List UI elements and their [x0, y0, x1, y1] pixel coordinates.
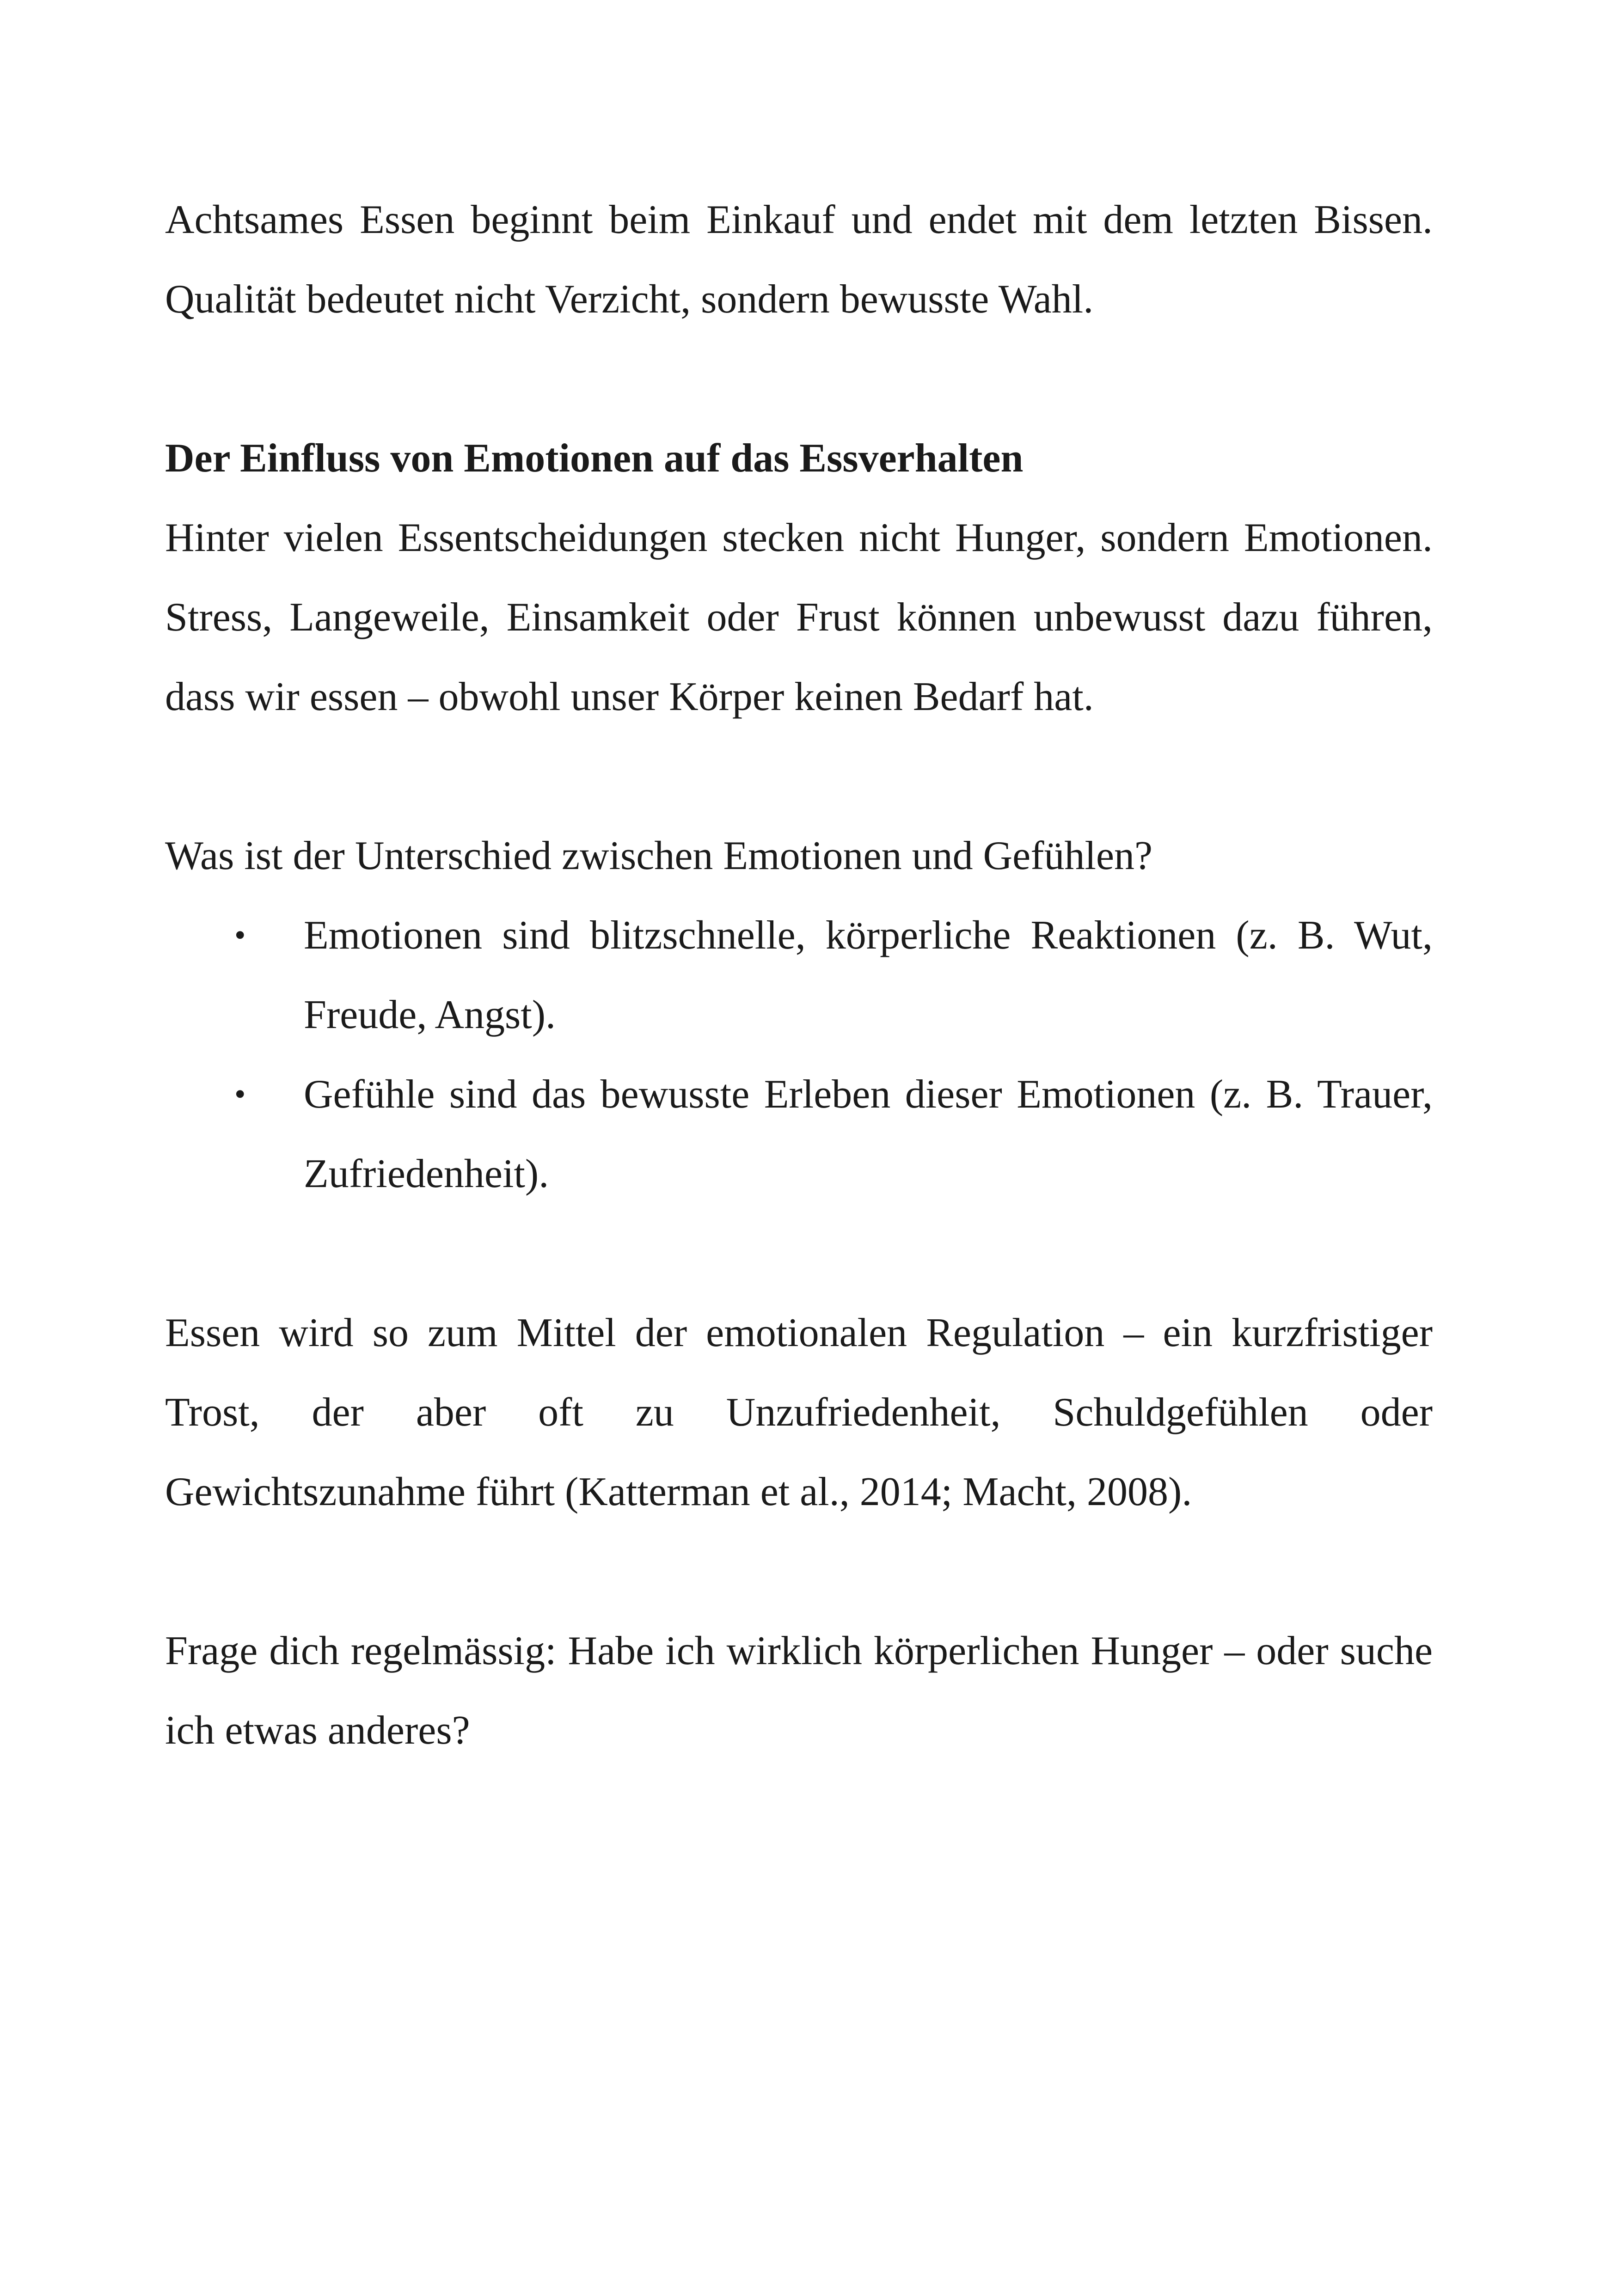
- bullet-text: Emotionen sind blitzschnelle, körperliche Reaktionen (z. B. Wut, Freude, Angst).: [304, 913, 1433, 1037]
- bullet-list: [165, 896, 1433, 1214]
- document-page: [165, 180, 1433, 1770]
- bullet-icon: •: [234, 1077, 246, 1112]
- list-item: [165, 896, 1433, 1055]
- intro-paragraph: Achtsames Essen beginnt beim Einkauf und endet mit dem letzten Bissen. Qualität bedeutet nicht Verzicht, sondern bewusste Wahl.: [165, 197, 1433, 322]
- list-item: [165, 1055, 1433, 1214]
- bullet-text: Gefühle sind das bewusste Erleben dieser Emotionen (z. B. Trauer, Zufriedenheit).: [304, 1072, 1433, 1196]
- regulation-paragraph: Essen wird so zum Mittel der emotionalen Regulation – ein kurzfristiger Trost, der aber oft zu Unzufriedenheit, Schuldgefühlen oder Gewichtszunahme führt (Katterman et al., 2014; Macht, 2008).: [165, 1310, 1433, 1514]
- section-heading: Der Einfluss von Emotionen auf das Essverhalten: [165, 436, 1024, 481]
- question-paragraph: Was ist der Unterschied zwischen Emotionen und Gefühlen?: [165, 833, 1153, 878]
- reflection-paragraph: Frage dich regelmässig: Habe ich wirklich körperlichen Hunger – oder suche ich etwas anderes?: [165, 1629, 1433, 1753]
- bullet-icon: •: [234, 918, 246, 953]
- section-body-paragraph: Hinter vielen Essentscheidungen stecken nicht Hunger, sondern Emotionen. Stress, Langeweile, Einsamkeit oder Frust können unbewusst dazu führen, dass wir essen – obwohl unser Körper keinen Bedarf hat.: [165, 515, 1433, 719]
